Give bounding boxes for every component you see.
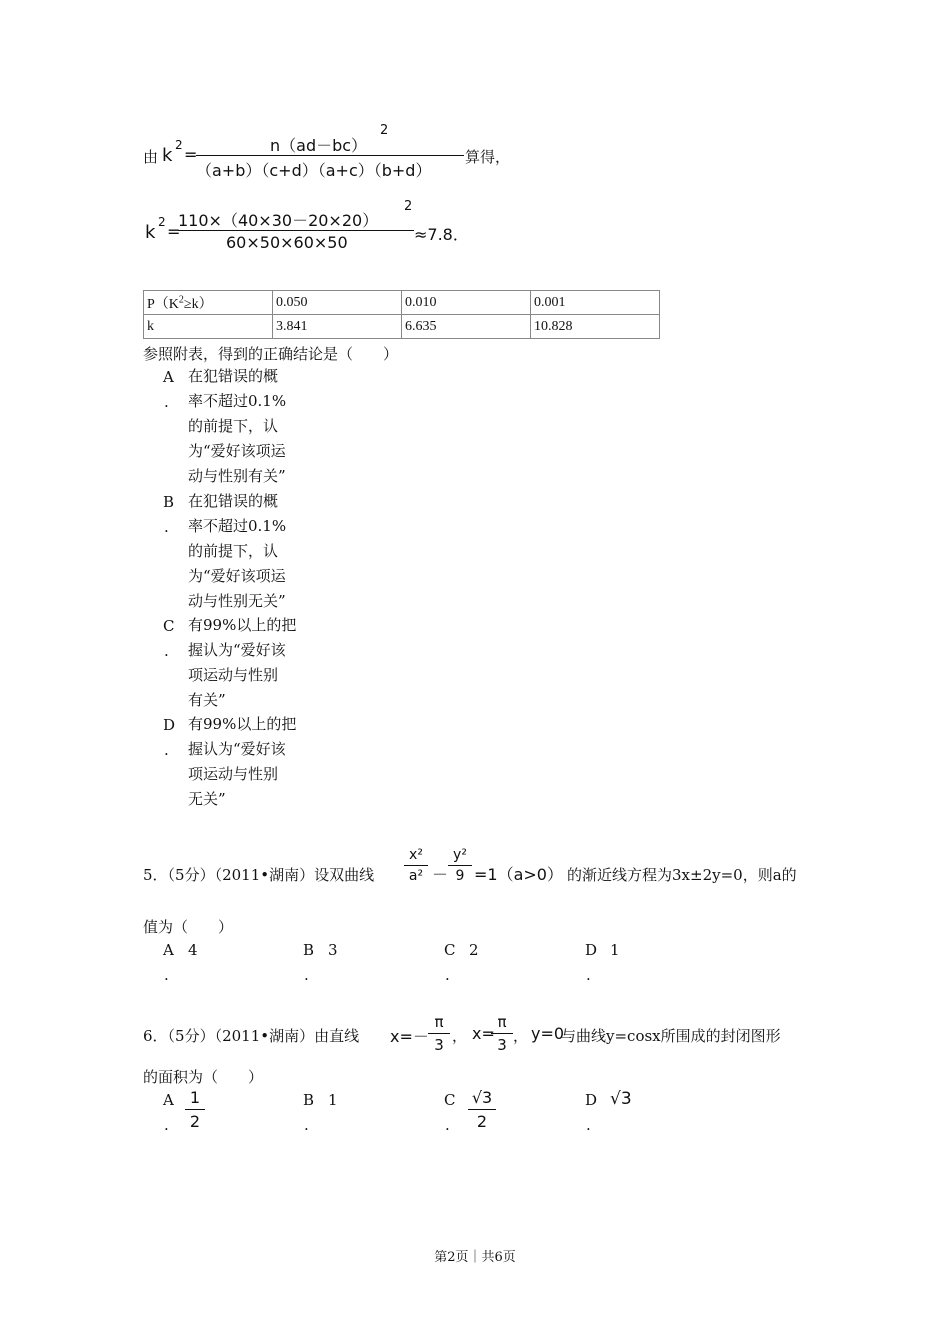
option-letter: A (163, 941, 174, 959)
q5-line2: 值为（ ） (143, 918, 234, 936)
q5-fraction-y: y² 9 (448, 847, 472, 884)
table-row (144, 291, 660, 315)
option-letter: B (163, 493, 175, 511)
q6-line2: 的面积为（ ） (143, 1068, 264, 1086)
q6-tail: 与曲线y=cosx所围成的封闭图形 (561, 1027, 781, 1045)
formula2-lhs: k (145, 222, 156, 243)
formula1-lhs-sup: 2 (175, 138, 183, 152)
option-text: 有99%以上的把 握认为“爱好该 项运动与性别 有关” (188, 616, 297, 709)
q6-y0: y=0 (531, 1024, 565, 1043)
table-cell: k (144, 315, 273, 339)
option-text: 在犯错误的概 率不超过0.1% 的前提下，认 为“爱好该项运 动与性别有关” (188, 367, 287, 485)
option-dot: . (164, 966, 169, 984)
formula1-suffix: 算得， (465, 148, 511, 166)
option-value: 4 (188, 941, 198, 959)
formula2-lhs-sup: 2 (158, 215, 166, 229)
page-footer: 第2页｜共6页 (434, 1250, 516, 1265)
q5-minus: － (432, 865, 449, 884)
option-fraction: 1 2 (185, 1088, 205, 1131)
option-letter: A (163, 368, 174, 386)
table-cell: 3.841 (273, 315, 402, 339)
formula2-numerator-sup: 2 (404, 199, 413, 214)
option-dot: . (164, 393, 169, 411)
option-letter: C (444, 1091, 456, 1109)
option-text: 有99%以上的把 握认为“爱好该 项运动与性别 无关” (188, 715, 297, 808)
formula1-denominator: （a+b）（c+d）（a+c）（b+d） (196, 161, 432, 180)
q4-stem: 参照附表，得到的正确结论是（ ） (143, 345, 399, 363)
table-cell: $P(K^2\ge k)$ (144, 291, 273, 315)
table-cell: 0.010 (402, 291, 531, 315)
formula2-eq: = (167, 222, 181, 241)
q6-x2: x= (472, 1024, 495, 1043)
q6-comma: ， (452, 1027, 468, 1045)
formula2-denominator: 60×50×60×50 (226, 233, 348, 252)
option-dot: . (164, 741, 169, 759)
option-letter: B (303, 941, 315, 959)
table-cell: 10.828 (531, 315, 660, 339)
option-value: 2 (469, 941, 479, 959)
option-dot: . (164, 518, 169, 536)
formula1-prefix: 由 (143, 148, 159, 166)
table-row (144, 315, 660, 339)
option-value: 1 (328, 1091, 338, 1109)
option-dot: . (304, 1116, 309, 1134)
option-dot: . (445, 1116, 450, 1134)
option-dot: . (164, 1116, 169, 1134)
table-cell: 0.001 (531, 291, 660, 315)
option-letter: D (585, 941, 598, 959)
q5-fraction-x: x² a² (404, 847, 428, 884)
q6-x1: x=－ (390, 1027, 429, 1046)
formula1-numerator: n（ad－bc） (270, 136, 368, 155)
q6-fraction-pi-3: π 3 (491, 1013, 513, 1054)
formula1-eq: = (184, 145, 198, 164)
option-text: 在犯错误的概 率不超过0.1% 的前提下，认 为“爱好该项运 动与性别无关” (188, 492, 287, 610)
formula1-fraction-bar (196, 155, 464, 156)
q5-tail: 的渐近线方程为3x±2y=0，则a的 (567, 866, 797, 884)
option-letter: C (444, 941, 456, 959)
critical-value-table (143, 290, 660, 339)
table-cell: 6.635 (402, 315, 531, 339)
formula1-lhs: k (162, 145, 173, 166)
q5-equation-rest: =1（a>0） (474, 865, 563, 884)
option-dot: . (586, 1116, 591, 1134)
option-dot: . (445, 966, 450, 984)
option-value: 3 (328, 941, 338, 959)
option-value: √3 (610, 1089, 632, 1109)
option-letter: B (303, 1091, 315, 1109)
q5-head: 5．（5分）（2011•湖南）设双曲线 (143, 866, 375, 884)
q6-comma-2: ， (513, 1027, 529, 1045)
formula2-fraction-bar (178, 230, 414, 231)
option-letter: D (163, 716, 176, 734)
formula2-result: ≈7.8． (414, 225, 469, 244)
formula1-numerator-sup: 2 (380, 123, 389, 138)
option-fraction: √3 2 (468, 1088, 496, 1131)
q6-head: 6．（5分）（2011•湖南）由直线 (143, 1027, 360, 1045)
option-letter: A (163, 1091, 174, 1109)
option-dot: . (586, 966, 591, 984)
option-letter: D (585, 1091, 598, 1109)
option-value: 1 (610, 941, 620, 959)
q6-fraction-neg-pi-3: π 3 (428, 1013, 450, 1054)
option-dot: . (304, 966, 309, 984)
table-cell: 0.050 (273, 291, 402, 315)
formula2-numerator: 110×（40×30－20×20） (178, 211, 379, 230)
option-letter: C (163, 617, 175, 635)
option-dot: . (164, 642, 169, 660)
